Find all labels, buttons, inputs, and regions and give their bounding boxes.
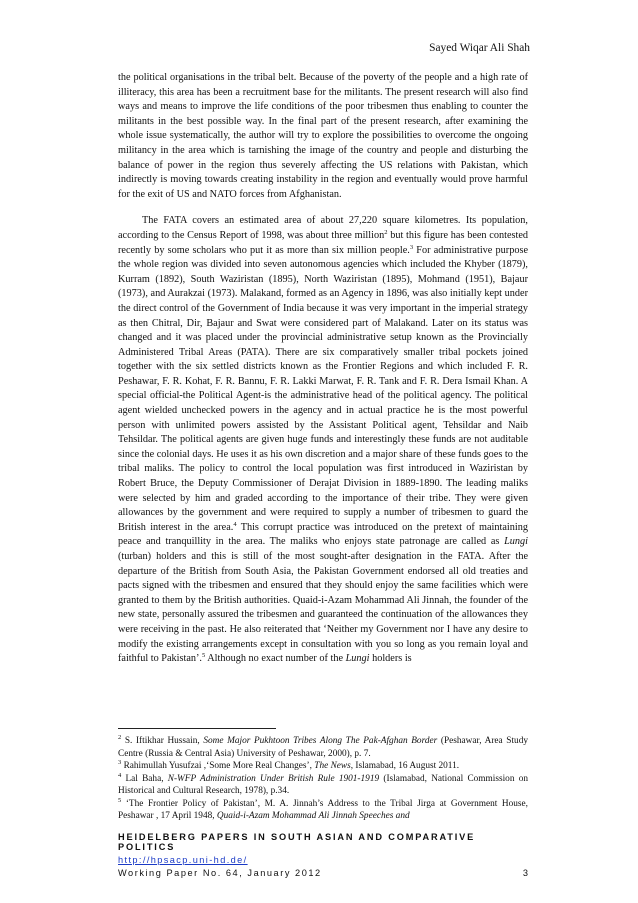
paragraph-2: The FATA covers an estimated area of about 27,220 square kilometres. Its population, according to the Census Report of 1998, was about three million$^2$ but this figure has been contested recently by some scholars who put it as more than six million people.$^3$ For administrative purpose the whole region was divided into seven autonomous agencies which included the Khyber (1879), Kurram (1892), South Waziristan (1895), North Waziristan (1895), Mohmand (1951), Bajaur (1973), and Aurakzai (1973). Malakand, formed as an Agency in 1896, was also initially kept under the direct control of the Government of India because it was very important in the imperial strategy as then Chitral, Dir, Bajaur and Swat were considered part of Malakand. Later on its status was changed and it was placed under the provincial administrative setup known as the Provincially Administered Tribal Areas (PATA). There are six comparatively smaller tribal pockets joined together with the six settled districts known as the Frontier Regions and which included F. R. Peshawar, F. R. Kohat, F. R. Bannu, F. R. Lakki Marwat, F. R. Tank and F. R. Dera Ismail Khan. A special official-the Political Agent-is the administrative head of the political agency. The political agent wielded unchecked powers in the agency and in actual practice he is the most powerful person with unlimited powers assisted by the Assistant Political agent, Tehsildar and Naib Tehsildar. The political agents are given huge funds and interestingly these funds are not auditable since the colonial days. He uses it as his own discretion and a major share of these funds goes to the tribal maliks. The policy to control the local population was first introduced in Waziristan by Robert Bruce, the Deputy Commissioner of Derajat Division in 1889-1890. The leading maliks were selected by him and graded according to the importance of their tribe. They were given allowances by the government and were required to supply a number of tribesmen to guard the British interest in the area.$^4$ This corrupt practice was introduced on the pretext of maintaining peace and tranquillity in the area. The maliks who enjoys state patronage are called as Lungi (turban) holders and this is still of the most sought-after designation in the FATA. After the departure of the British from South Asia, the Pakistan Government endorsed all old treaties and pacts signed with the tribesmen and ensured that they should enjoy the same facilities which were granted to them by the British authorities. Quaid-i-Azam Mohammad Ali Jinnah, the founder of the new state, personally assured the tribesmen and guaranteed the continuation of the allowances they were receiving in the past. He also reiterated that ‘Neither my Government nor I have any desire to modify the existing arrangements except in consultation with you so long as you remain loyal and faithful to Pakistan’.$^5$ Although no exact number of the Lungi holders is bbox=[118, 215, 529, 665]
footer-working-paper: Working Paper No. 64, January 2012 3 bbox=[118, 868, 528, 878]
footnote-3: $^3$ Rahimullah Yusufzai ,‘Some More Real Changes’, The News, Islamabad, 16 August 2011. bbox=[118, 759, 460, 771]
term-lungi: Lungi bbox=[345, 653, 370, 665]
footnote-ref-5[interactable]: 5 bbox=[201, 652, 206, 660]
footnote-ref-3[interactable]: 3 bbox=[409, 243, 414, 251]
footnote-2: $^2$ S. Iftikhar Hussain, Some Major Pukhtoon Tribes Along The Pak-Afghan Border (Peshawar, Area Study Centre (Russia & Central Asia) University of Peshawar, 2000), p. 7. bbox=[118, 734, 528, 759]
footnote-ref-4[interactable]: 4 bbox=[233, 520, 237, 528]
footnote-4: $^4$ Lal Baha, N-WFP Administration Under British Rule 1901-1919 (Islamabad, National Commission on Historical and Cultural Research, 1978), p.34. bbox=[118, 771, 528, 796]
paragraph-1: the political organisations in the tribal belt. Because of the poverty of the people and a high rate of illiteracy, this area has been a recruitment base for the militants. The present research will also find ways and means to improve the life conditions of the poor tribesmen thus enabling to counter the militants in the best possible way. In the final part of the present research, after examining the whole issue systematically, the author will try to explore the possibilities to overcome the ongoing militancy in the area which is tarnishing the image of the country and people and disturbing the balance of power in the region thus severely affecting the US relations with Pakistan, which indirectly is moving towards creating instability in the region and eventually would prove harmful for the exit of US and NATO forces from Afghanistan. bbox=[118, 72, 528, 200]
footer-url-link[interactable]: http://hpsacp.uni-hd.de/ bbox=[118, 855, 248, 865]
footnote-5: $^5$ ‘The Frontier Policy of Pakistan’, M. A. Jinnah’s Address to the Tribal Jirga at Government House, Peshawar , 17 April 1948, Quaid-i-Azam Mohammad Ali Jinnah Speeches and bbox=[118, 796, 528, 821]
footnote-ref-2[interactable]: 2 bbox=[384, 228, 388, 236]
page-footer bbox=[118, 832, 528, 878]
term-lungi: Lungi bbox=[504, 536, 528, 548]
page-number: 3 bbox=[522, 868, 528, 878]
body-text bbox=[118, 71, 528, 667]
footnote-divider bbox=[118, 728, 276, 729]
footnotes bbox=[118, 735, 528, 823]
footer-journal-title: HEIDELBERG PAPERS IN SOUTH ASIAN AND COMPARATIVE POLITICS bbox=[118, 832, 476, 852]
running-header-author: Sayed Wiqar Ali Shah bbox=[429, 42, 530, 54]
